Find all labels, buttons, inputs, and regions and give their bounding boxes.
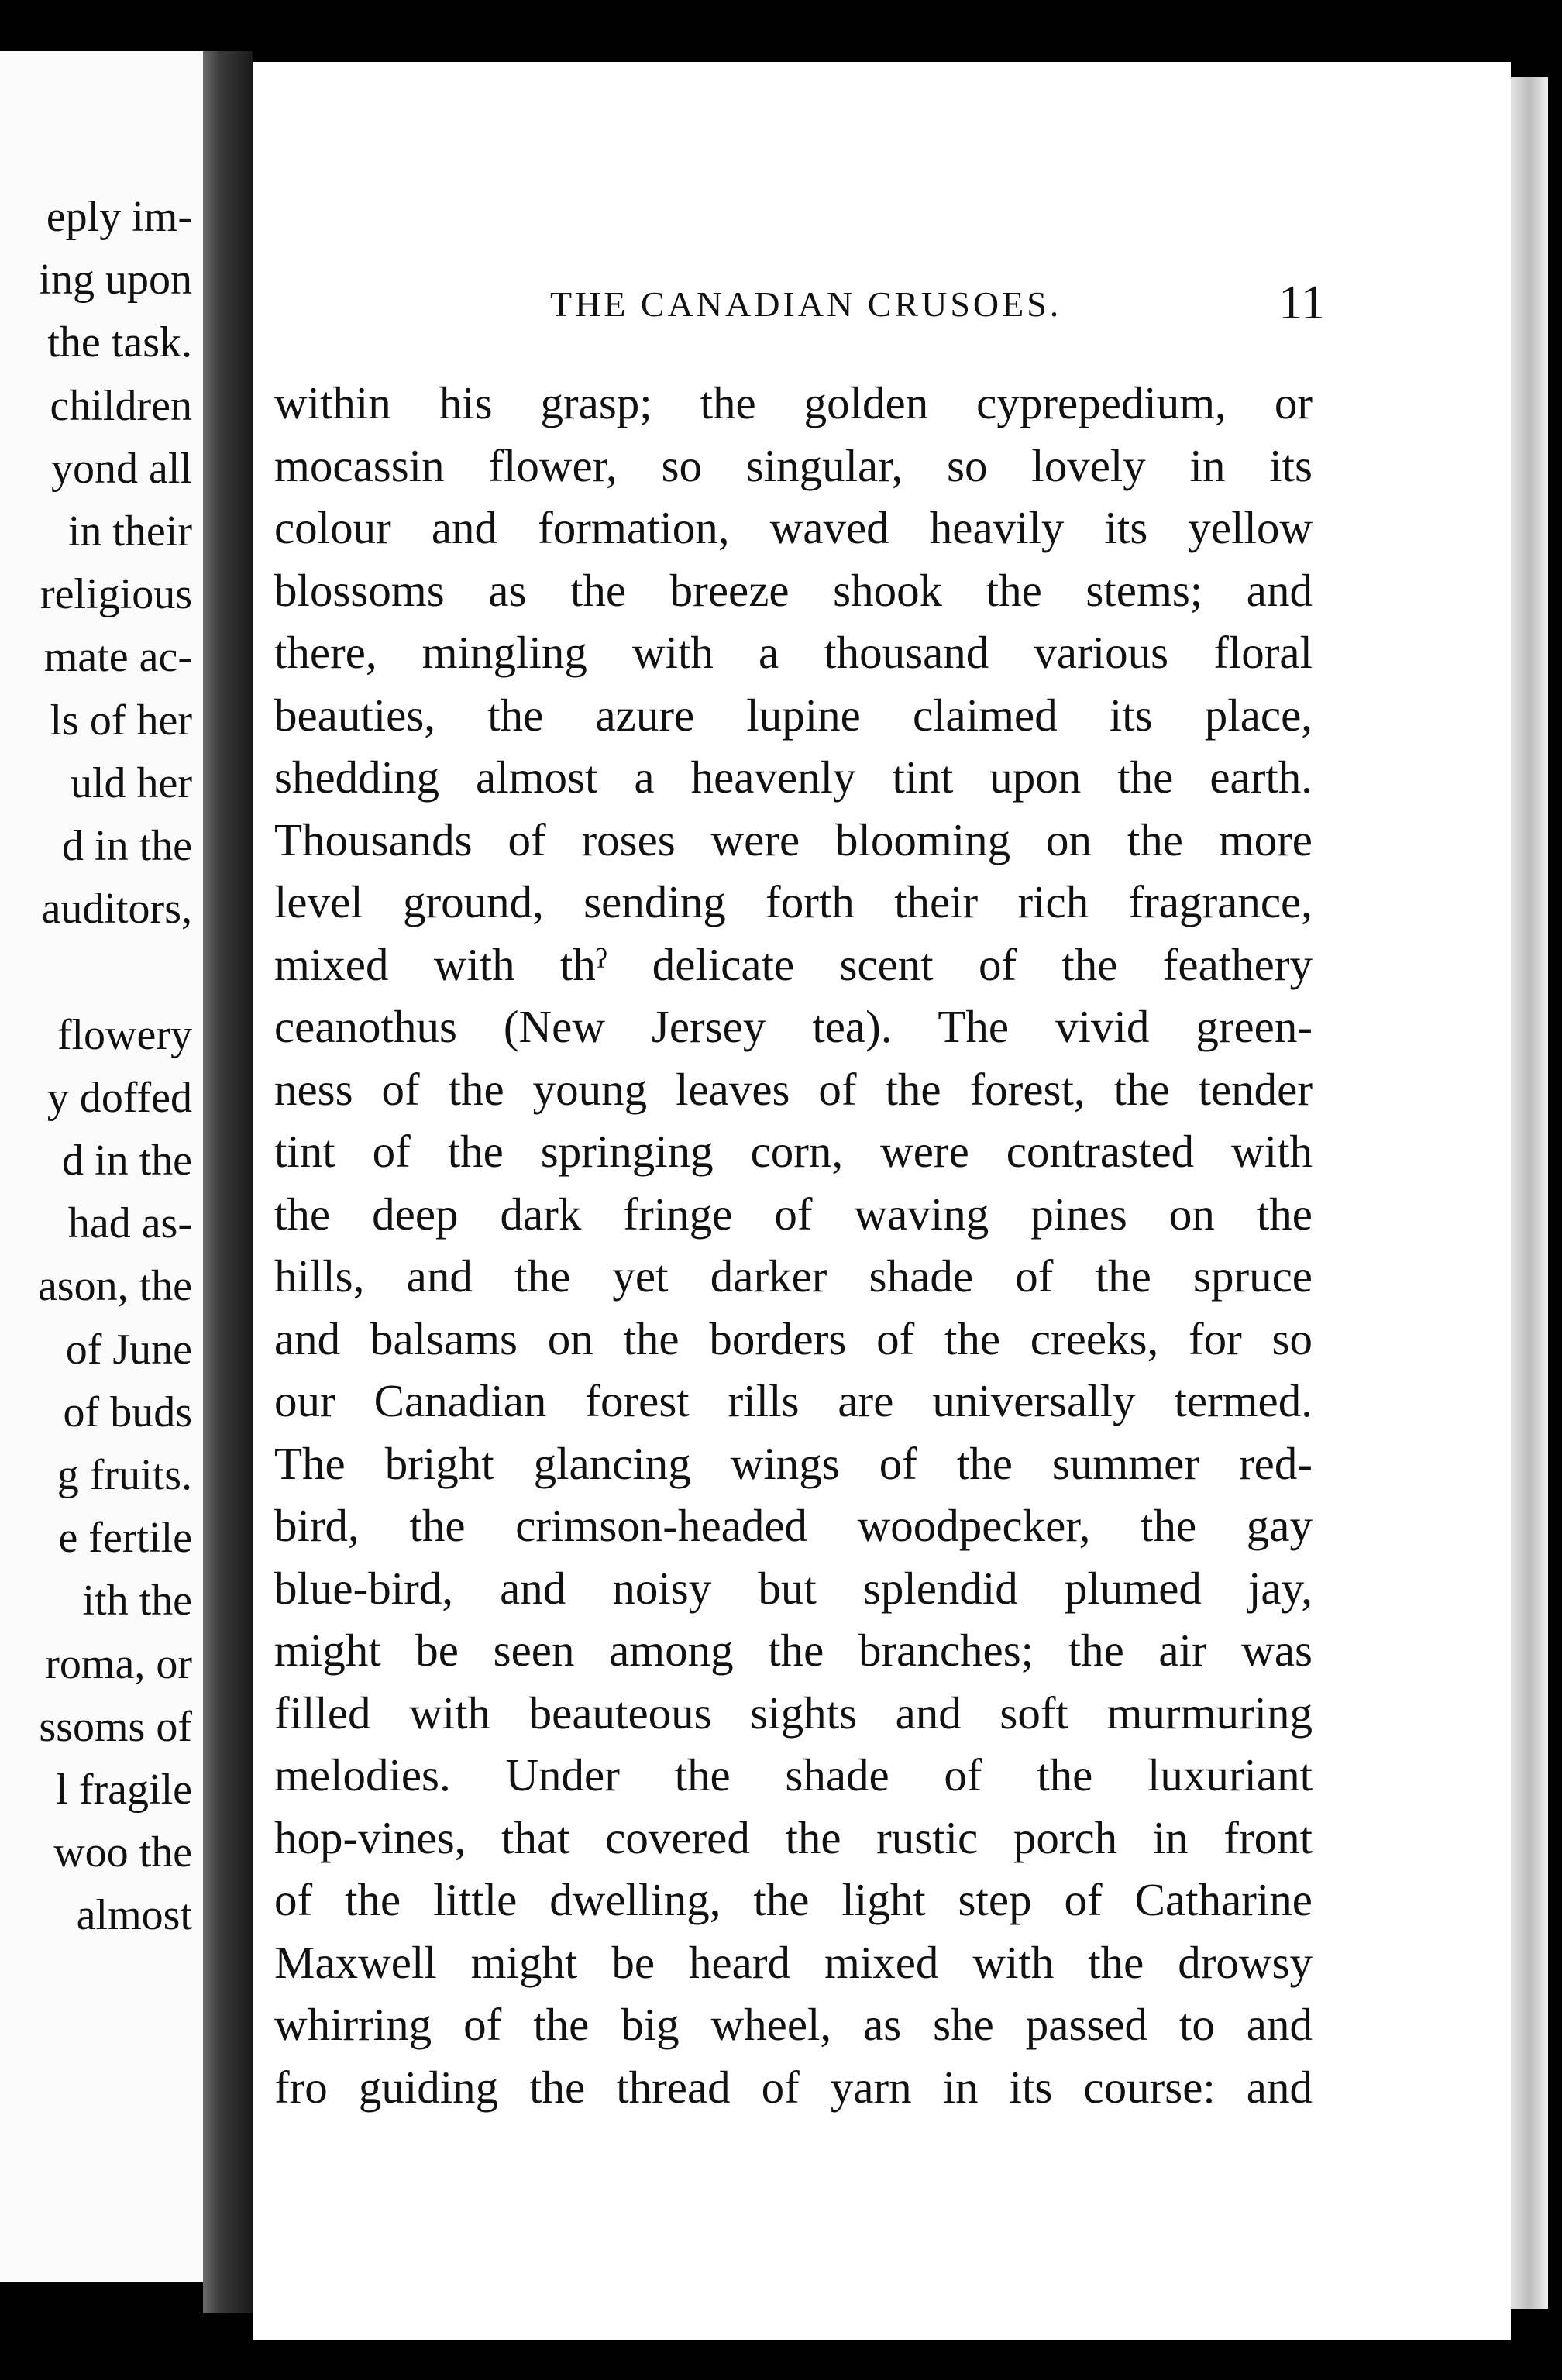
- left-page-line: of June: [65, 1325, 192, 1374]
- body-line: The bright glancing wings of the summer red-: [274, 1437, 1313, 1489]
- left-page-line: eply im-: [46, 193, 192, 241]
- body-line: whirring of the big wheel, as she passed to and: [274, 1999, 1313, 2050]
- left-page-line: yond all: [51, 444, 192, 493]
- left-page-line: ls of her: [50, 696, 192, 745]
- left-page-line: flowery: [57, 1010, 192, 1059]
- left-page-line: children: [50, 381, 192, 430]
- left-page-line: ing upon: [39, 256, 192, 304]
- body-line: of the little dwelling, the light step of Catharine: [274, 1874, 1313, 1925]
- running-head: THE CANADIAN CRUSOES.: [550, 284, 1062, 324]
- body-line: blossoms as the breeze shook the stems; and: [274, 564, 1313, 616]
- left-page-line: religious: [40, 570, 192, 619]
- page-number: 11: [1278, 277, 1325, 329]
- page-edge: [1511, 77, 1548, 2309]
- body-line: mixed with thˀ delicate scent of the feathery: [274, 938, 1313, 990]
- left-page-line: of buds: [63, 1388, 192, 1436]
- left-facing-page: [0, 51, 203, 2282]
- body-line: the deep dark fringe of waving pines on the: [274, 1188, 1313, 1240]
- left-page-line: roma, or: [45, 1639, 192, 1688]
- body-line: within his grasp; the golden cypreрedium, or: [274, 377, 1313, 428]
- body-line: might be seen among the branches; the air was: [274, 1625, 1313, 1676]
- body-line: tint of the springing corn, were contrasted with: [274, 1126, 1313, 1177]
- page-header: [294, 277, 1325, 335]
- left-page-line: l fragile: [56, 1766, 192, 1814]
- body-text: [274, 372, 1313, 2118]
- left-page-line: ason, the: [37, 1262, 192, 1311]
- left-page-line: ith the: [82, 1577, 192, 1625]
- left-page-line: the task.: [47, 318, 192, 367]
- left-page-line: y doffed: [46, 1073, 192, 1122]
- left-page-line: had as-: [67, 1199, 192, 1248]
- left-page-line: e fertile: [58, 1514, 192, 1563]
- body-line: there, mingling with a thousand various floral: [274, 627, 1313, 678]
- body-line: our Canadian forest rills are universally termed.: [274, 1375, 1313, 1426]
- body-line: beauties, the azure lupine claimed its place,: [274, 689, 1313, 741]
- left-page-line: d in the: [62, 822, 192, 870]
- book-gutter: [203, 51, 253, 2313]
- body-line: melodies. Under the shade of the luxuriant: [274, 1749, 1313, 1800]
- body-line: level ground, sending forth their rich fragrance,: [274, 876, 1313, 927]
- left-page-line: almost: [76, 1891, 192, 1940]
- left-page-line: ssoms of: [39, 1702, 192, 1751]
- body-line: blue-bird, and noisy but splendid plumed jay,: [274, 1562, 1313, 1614]
- body-line: shedding almost a heavenly tint upon the earth.: [274, 751, 1313, 803]
- left-page-line: in their: [67, 507, 192, 555]
- left-page-line: uld her: [70, 758, 192, 807]
- body-line: hills, and the yet darker shade of the spruce: [274, 1250, 1313, 1302]
- body-line: filled with beauteous sights and soft murmuring: [274, 1687, 1313, 1739]
- left-page-line: auditors,: [41, 885, 192, 934]
- body-line: colour and formation, waved heavily its yellow: [274, 502, 1313, 553]
- body-line: mocassin flower, so singular, so lovely in its: [274, 439, 1313, 491]
- left-page-line: mate ac-: [43, 633, 192, 682]
- body-line: ceanothus (New Jersey tea). The vivid green-: [274, 1001, 1313, 1052]
- body-line: ness of the young leaves of the forest, the tender: [274, 1063, 1313, 1115]
- left-page-line: g fruits.: [57, 1451, 192, 1499]
- body-line: Maxwell might be heard mixed with the drowsy: [274, 1936, 1313, 1988]
- body-line: hop-vines, that covered the rustic porch in front: [274, 1811, 1313, 1863]
- left-page-line: woo the: [53, 1828, 192, 1877]
- left-page-line: d in the: [62, 1137, 192, 1185]
- body-line: and balsams on the borders of the creeks, for so: [274, 1312, 1313, 1364]
- body-line: Thousands of roses were blooming on the more: [274, 813, 1313, 865]
- body-line: bird, the crimson-headed woodpecker, the gay: [274, 1500, 1313, 1551]
- body-line: fro guiding the thread of yarn in its course: and: [274, 2061, 1313, 2113]
